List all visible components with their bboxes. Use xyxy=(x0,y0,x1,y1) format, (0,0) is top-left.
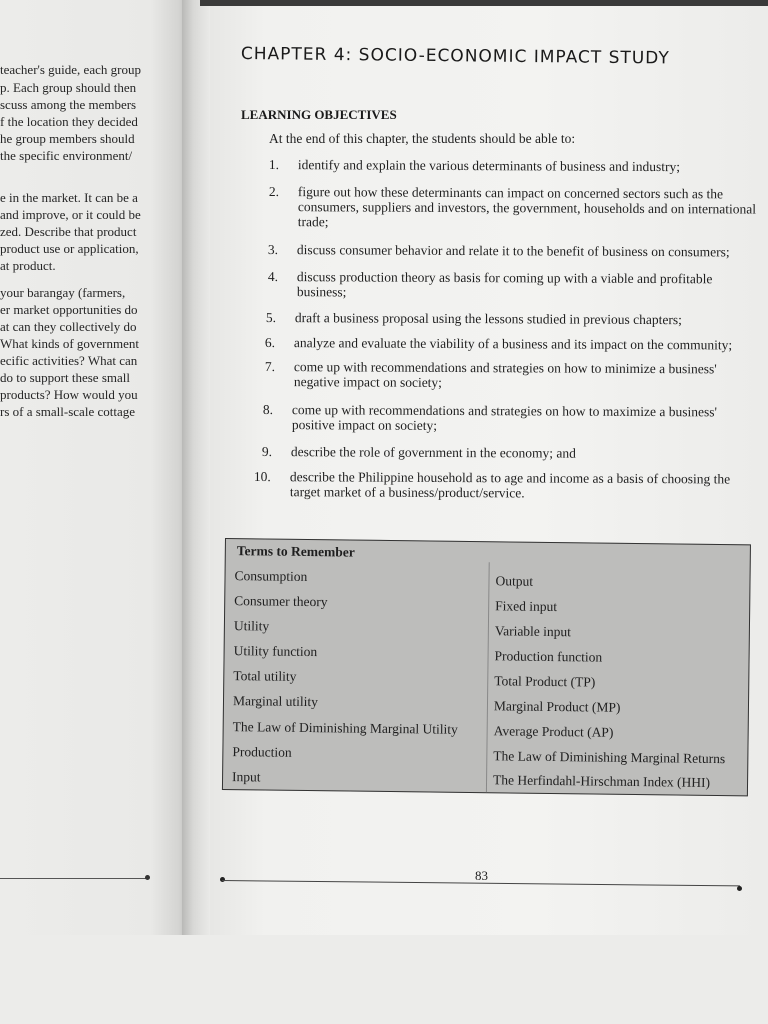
objective-text: identify and explain the various determinants of business and industry; xyxy=(297,157,681,175)
book-gutter xyxy=(182,0,210,935)
term-left: Utility xyxy=(233,618,270,634)
left-page-footer-dot xyxy=(145,875,150,880)
objective-number: 4. xyxy=(267,269,279,285)
term-right: Output xyxy=(495,573,534,589)
scanner-background xyxy=(0,935,768,1024)
objective-text: come up with recommendations and strategies on how to minimize a business' negative impact on society; xyxy=(293,359,717,390)
objective-number: 3. xyxy=(267,242,279,258)
left-page-footer-rule xyxy=(0,878,148,879)
term-right: Marginal Product (MP) xyxy=(493,698,621,715)
left-page-line: products? How would you xyxy=(0,387,138,402)
left-page-line: at can they collectively do xyxy=(0,319,137,334)
terms-heading: Terms to Remember xyxy=(236,543,355,560)
left-page-line: at product. xyxy=(0,258,56,273)
left-page-line: e in the market. It can be a xyxy=(0,190,138,205)
left-page-line: What kinds of government xyxy=(0,336,139,351)
left-page-line: your barangay (farmers, xyxy=(0,285,126,300)
left-page-line: he group members should xyxy=(0,131,135,146)
objective-number: 9. xyxy=(261,444,273,460)
term-right: Total Product (TP) xyxy=(494,673,596,690)
term-right: The Law of Diminishing Marginal Returns xyxy=(493,748,726,767)
terms-to-remember-box xyxy=(222,538,751,796)
objective-number: 5. xyxy=(265,310,277,326)
left-page-line: er market opportunities do xyxy=(0,302,138,317)
term-left: Production xyxy=(232,744,292,760)
objective-number: 8. xyxy=(262,402,274,418)
term-right: Average Product (AP) xyxy=(493,723,614,740)
left-page-line: f the location they decided xyxy=(0,114,138,129)
term-left: Consumer theory xyxy=(234,593,328,610)
footer-dot-right xyxy=(737,886,742,891)
terms-column-divider xyxy=(486,562,490,792)
left-page-line: p. Each group should then xyxy=(0,80,137,95)
objective-text: discuss consumer behavior and relate it to the benefit of business on consumers; xyxy=(296,242,730,260)
term-left: The Law of Diminishing Marginal Utility xyxy=(232,719,458,737)
objective-text: figure out how these determinants can impact on concerned sectors such as the consumers, suppliers and investors, the government, households and on international trade; xyxy=(297,184,757,230)
left-page-line: the specific environment/ xyxy=(0,148,133,163)
objective-number: 6. xyxy=(264,335,276,351)
left-page-line: teacher's guide, each group xyxy=(0,62,141,77)
objective-text: discuss production theory as basis for coming up with a viable and profitable business; xyxy=(296,269,713,300)
term-right: Variable input xyxy=(494,623,572,640)
term-right: Production function xyxy=(494,648,603,665)
learning-objectives-intro: At the end of this chapter, the students should be able to: xyxy=(269,131,576,146)
objective-number: 1. xyxy=(268,157,280,173)
left-page-line: zed. Describe that product xyxy=(0,224,137,239)
term-right: The Herfindahl-Hirschman Index (HHI) xyxy=(492,772,711,790)
term-left: Consumption xyxy=(234,568,308,585)
objective-number: 10. xyxy=(253,469,271,485)
left-page-line: do to support these small xyxy=(0,370,130,385)
learning-objectives-heading: LEARNING OBJECTIVES xyxy=(241,107,397,122)
left-facing-page xyxy=(0,0,188,935)
left-page-line: and improve, or it could be xyxy=(0,207,141,222)
chapter-title: CHAPTER 4: SOCIO-ECONOMIC IMPACT STUDY xyxy=(240,44,670,69)
objective-number: 7. xyxy=(264,359,276,375)
objective-text: describe the role of government in the economy; and xyxy=(290,444,576,461)
term-left: Total utility xyxy=(233,668,297,684)
objective-text: analyze and evaluate the viability of a business and its impact on the community; xyxy=(293,335,733,353)
objective-text: draft a business proposal using the lessons studied in previous chapters; xyxy=(294,310,682,328)
left-page-line: scuss among the members xyxy=(0,97,137,112)
objective-text: describe the Philippine household as to age and income as a basis of choosing the target market of a business/product/service. xyxy=(289,469,731,501)
left-page-line: product use or application, xyxy=(0,241,139,256)
page-number: 83 xyxy=(475,868,488,883)
objective-number: 2. xyxy=(268,184,280,200)
left-page-line: rs of a small-scale cottage xyxy=(0,404,135,419)
page-top-edge xyxy=(200,0,768,6)
term-left: Utility function xyxy=(233,643,318,660)
term-left: Marginal utility xyxy=(232,693,318,710)
objective-text: come up with recommendations and strategies on how to maximize a business' positive impact on society; xyxy=(291,402,717,433)
left-page-line: ecific activities? What can xyxy=(0,353,138,368)
term-left: Input xyxy=(231,769,261,785)
term-right: Fixed input xyxy=(495,598,558,615)
